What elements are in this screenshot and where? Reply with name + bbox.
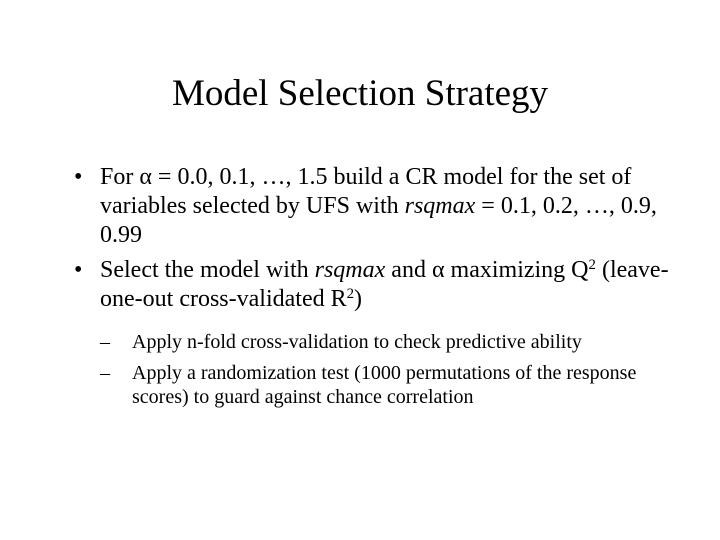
bullet-list: [74, 163, 674, 416]
bullet-text: and: [385, 257, 432, 283]
alpha-symbol: α: [431, 257, 445, 283]
sub-bullet-marker: –: [100, 331, 110, 353]
bullet-item: [74, 163, 674, 250]
bullet-text: maximizing Q: [444, 257, 589, 283]
bullet-marker: •: [74, 164, 83, 190]
sub-bullet-item: [74, 361, 674, 409]
sub-bullet-text: Apply n-fold cross-validation to check predictive ability: [132, 331, 582, 353]
bullet-text: (leave-one-out cross-validated R: [100, 257, 669, 312]
sub-bullet-marker: –: [100, 362, 110, 384]
bullet-text: For: [100, 164, 140, 190]
bullet-marker: •: [74, 257, 83, 283]
superscript: 2: [588, 256, 596, 273]
emphasis-rsqmax: rsqmax: [314, 257, 386, 283]
alpha-symbol: α: [139, 164, 152, 190]
bullet-text: Select the model with: [100, 257, 315, 283]
bullet-text: ): [354, 286, 363, 312]
bullet-item: [74, 256, 674, 314]
slide-title: Model Selection Strategy: [171, 73, 549, 114]
emphasis-rsqmax: rsqmax: [404, 193, 476, 219]
sub-bullet-item: [74, 330, 674, 354]
bullet-text: = 0.1, 0.2, …, 0.9, 0.99: [100, 193, 657, 248]
bullet-text: = 0.0, 0.1, …, 1.5 build a CR model for the set of variables selected by UFS with: [100, 164, 632, 219]
sub-bullet-list: [74, 330, 674, 409]
superscript: 2: [346, 285, 355, 302]
sub-bullet-text: Apply a randomization test (1000 permutations of the response scores) to guard against chance correlation: [132, 362, 637, 408]
